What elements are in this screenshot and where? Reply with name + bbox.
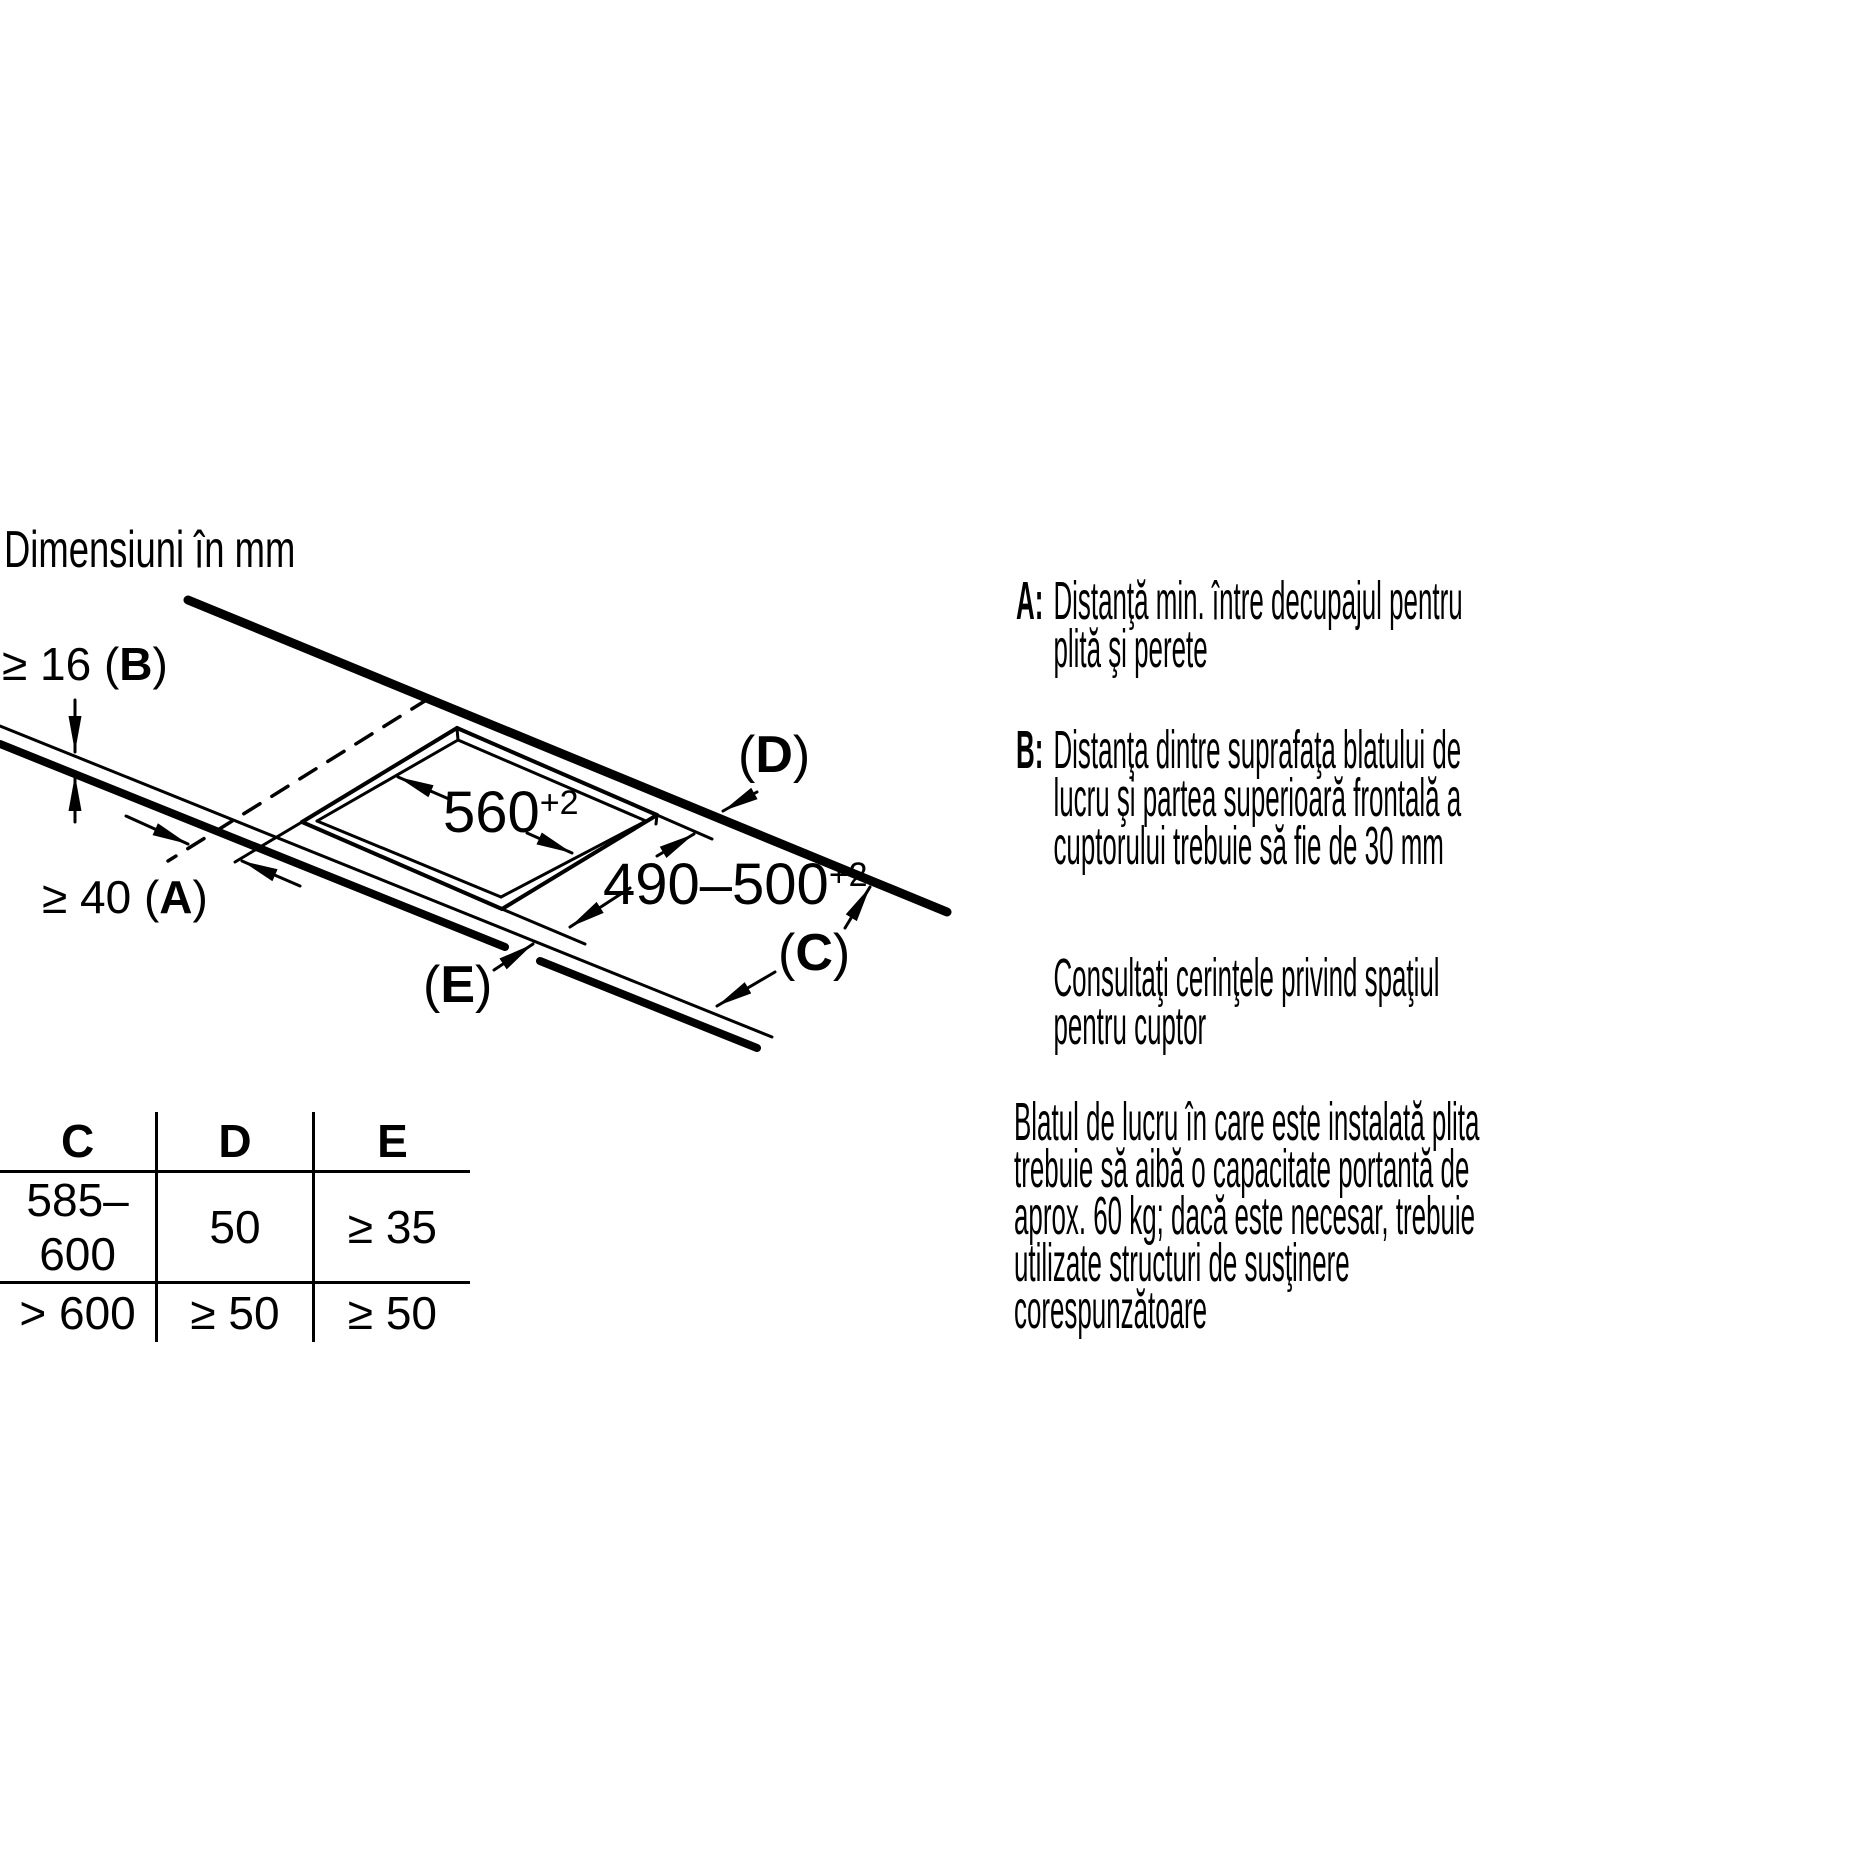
table-row xyxy=(0,1283,470,1343)
note-load-line: utilizate structuri de susţinere xyxy=(1014,1233,1350,1293)
note-a xyxy=(1016,571,1463,679)
table-cell: 50 xyxy=(157,1172,314,1283)
note-load-capacity xyxy=(1014,1092,1480,1340)
note-a-line: Distanţă min. între decupajul pentru xyxy=(1053,571,1463,631)
table-header-d: D xyxy=(157,1112,314,1172)
note-a-label: A: xyxy=(1016,571,1044,631)
note-b-label: B: xyxy=(1016,720,1044,780)
table-cell: 585–600 xyxy=(0,1172,157,1283)
label-d: (D) xyxy=(738,726,811,784)
cutout-width-dimension: $560^{+2}$ xyxy=(443,780,579,845)
table-cell: ≥ 50 xyxy=(157,1283,314,1343)
note-consult-indent xyxy=(1016,954,1053,1050)
table-header-e: E xyxy=(313,1112,470,1172)
note-b xyxy=(1016,720,1462,876)
note-b-text xyxy=(1053,720,1462,876)
note-a-text xyxy=(1053,571,1463,679)
note-b-line: cuptorului trebuie să fie de 30 mm xyxy=(1053,816,1444,876)
note-consult-line: Consultaţi cerinţele privind spaţiul xyxy=(1053,948,1440,1008)
table-cell: ≥ 50 xyxy=(313,1283,470,1343)
cutout-depth-dimension: $490-500^{+2}$ xyxy=(603,852,868,917)
note-b-line: lucru şi partea superioară frontală a xyxy=(1053,768,1462,828)
note-consult xyxy=(1016,948,1440,1056)
dimension-table xyxy=(0,1112,470,1342)
dim-a-label: ≥ 40 (A) xyxy=(42,871,208,923)
note-load-line: trebuie să aibă o capacitate portantă de xyxy=(1014,1139,1470,1199)
table-row xyxy=(0,1172,470,1283)
table-cell: ≥ 35 xyxy=(313,1172,470,1283)
table-header-c: C xyxy=(0,1112,157,1172)
note-a-line: plită şi perete xyxy=(1053,619,1208,679)
label-e: (E) xyxy=(423,956,493,1014)
page-title: Dimensiuni în mm xyxy=(4,521,296,579)
note-consult-text xyxy=(1053,948,1440,1056)
note-load-line: aprox. 60 kg; dacă este necesar, trebuie xyxy=(1014,1186,1476,1246)
dim-b-label: ≥ 16 (B) xyxy=(2,638,168,690)
label-c: (C) xyxy=(778,924,851,982)
note-load-line: corespunzătoare xyxy=(1014,1280,1208,1340)
table-header-row xyxy=(0,1112,470,1172)
note-consult-line: pentru cuptor xyxy=(1053,996,1207,1056)
note-load-line: Blatul de lucru în care este instalată plita xyxy=(1014,1092,1480,1152)
note-b-line: Distanţa dintre suprafaţa blatului de xyxy=(1053,720,1462,780)
table-cell: > 600 xyxy=(19,1287,136,1339)
